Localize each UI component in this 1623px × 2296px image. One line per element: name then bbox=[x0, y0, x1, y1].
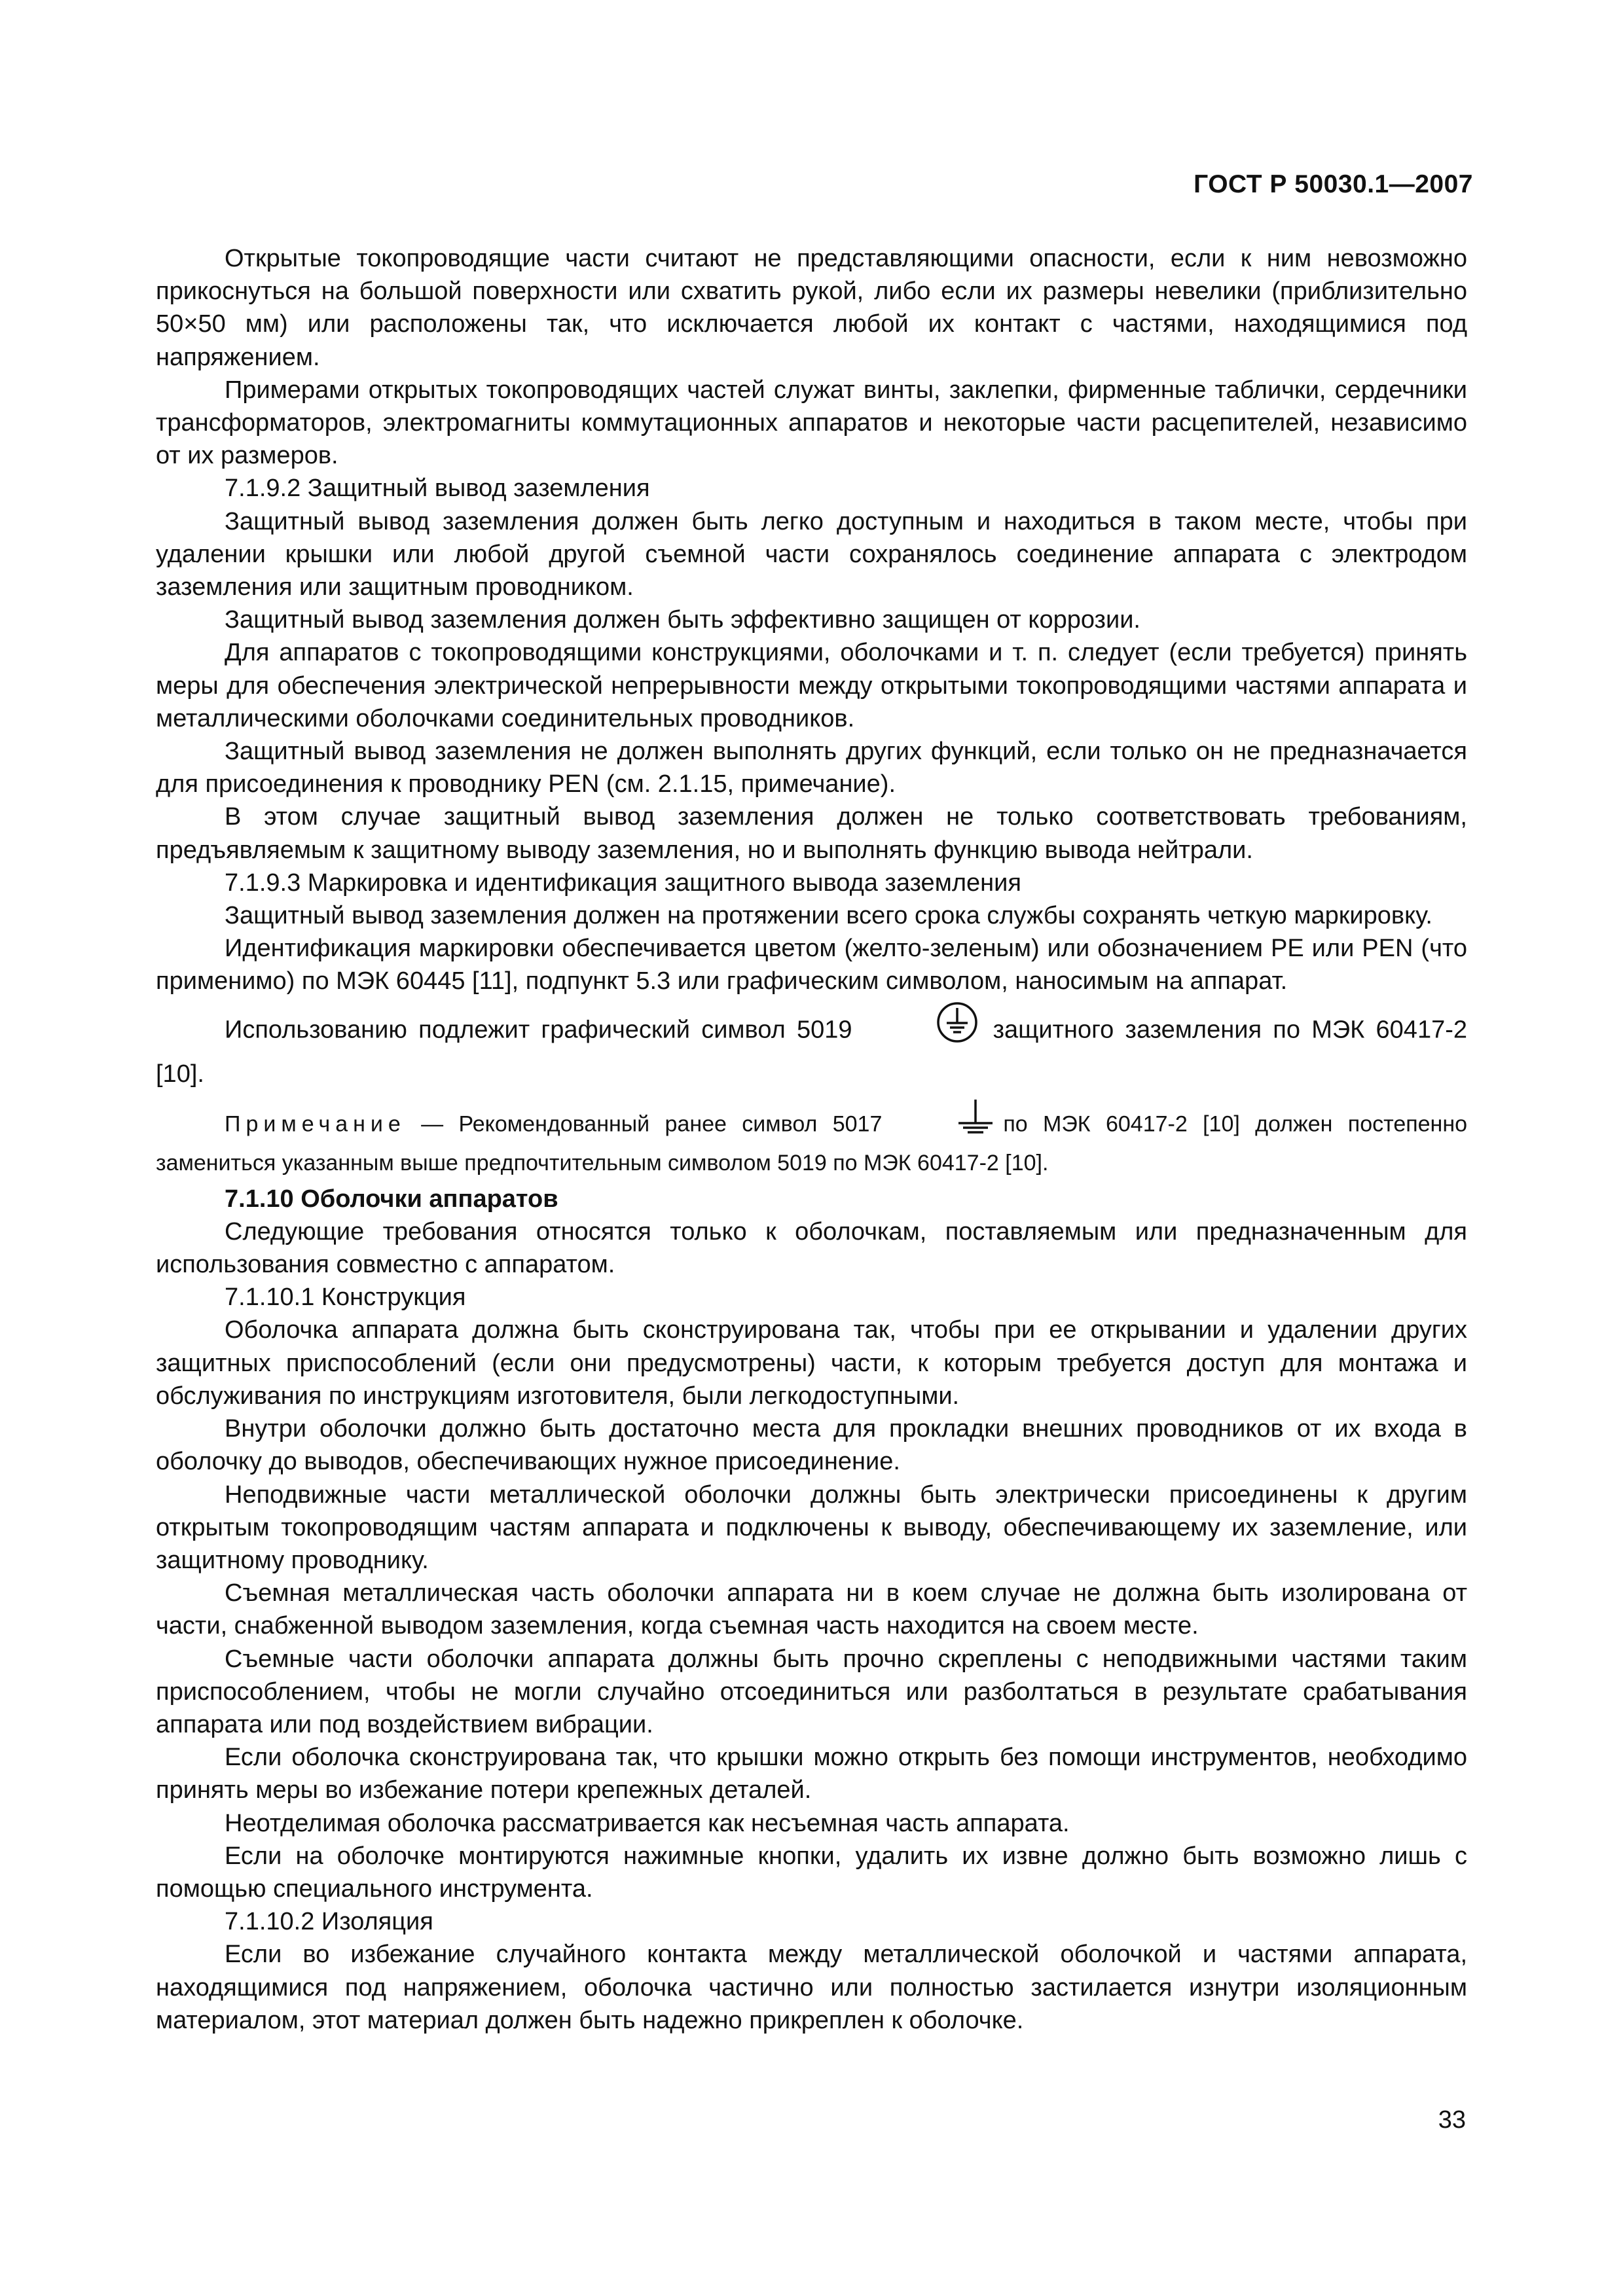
subsection-heading: 7.1.9.3 Маркировка и идентификация защитного вывода заземления bbox=[225, 869, 1021, 897]
paragraph: Идентификация маркировки обеспечивается цветом (желто-зеленым) или обозначением PE или PEN (что применимо) по МЭК 60445 [11], подпункт 5.3 или графическим символом, наносимым на аппарат. bbox=[156, 935, 1467, 996]
paragraph: Съемная металлическая часть оболочки аппарата ни в коем случае не должна быть изолирована от части, снабженной выводом заземления, когда съемная часть находится на своем месте. bbox=[156, 1579, 1467, 1640]
paragraph: Примерами открытых токопроводящих частей служат винты, заклепки, фирменные таблички, сердечники трансформаторов, электромагниты коммутационных аппаратов и некоторые части расцепителей, независимо от их размеров. bbox=[156, 376, 1467, 470]
paragraph: Если во избежание случайного контакта между металлической оболочкой и частями аппарата, находящимися под напряжением, оболочка частично или полностью застилается изнутри изоляционным материалом, этот материал должен быть надежно прикреплен к оболочке. bbox=[156, 1941, 1467, 2034]
subsection-heading: 7.1.10.2 Изоляция bbox=[225, 1908, 433, 1936]
note bbox=[156, 1105, 1467, 1180]
paragraph: Если оболочка сконструирована так, что крышки можно открыть без помощи инструментов, необходимо принять меры во избежание потери крепежных деталей. bbox=[156, 1744, 1467, 1804]
paragraph: В этом случае защитный вывод заземления должен не только соответствовать требованиям, предъявляемым к защитному выводу заземления, но и выполнять функцию вывода нейтрали. bbox=[156, 803, 1467, 864]
paragraph-text: защитного заземления по МЭК 60417-2 [10]. bbox=[156, 1016, 1468, 1088]
document-body bbox=[156, 242, 1467, 2037]
paragraph-text: Использованию подлежит графический символ 5019 bbox=[225, 1016, 852, 1044]
paragraph: Защитный вывод заземления должен быть легко доступным и находиться в таком месте, чтобы при удалении крышки или любой другой съемной части сохранялось соединение аппарата с электродом заземления или защитным проводником. bbox=[156, 507, 1467, 601]
paragraph: Неподвижные части металлической оболочки должны быть электрически присоединены к другим открытым токопроводящим частям аппарата и подключены к выводу, обеспечивающему их заземление, или защитному проводнику. bbox=[156, 1480, 1467, 1574]
paragraph-with-symbol bbox=[156, 1007, 1467, 1093]
paragraph: Для аппаратов с токопроводящими конструкциями, оболочками и т. п. следует (если требуется) принять меры для обеспечения электрической непрерывности между открытыми токопроводящими частями аппарата и металлическими оболочками соединительных проводников. bbox=[156, 639, 1467, 732]
subsection-heading: 7.1.10.1 Конструкция bbox=[225, 1283, 466, 1312]
paragraph: Неотделимая оболочка рассматривается как несъемная часть аппарата. bbox=[225, 1809, 1070, 1837]
paragraph: Следующие требования относятся только к оболочкам, поставляемым или предназначенным для использования совместно с аппаратом. bbox=[156, 1217, 1467, 1279]
section-heading: 7.1.10 Оболочки аппаратов bbox=[225, 1185, 558, 1213]
paragraph: Внутри оболочки должно быть достаточно места для прокладки внешних проводников от их входа в оболочку до выводов, обеспечивающих нужное присоединение. bbox=[156, 1415, 1467, 1476]
paragraph: Защитный вывод заземления не должен выполнять других функций, если только он не предназначается для присоединения к проводнику PEN (см. 2.1.15, примечание). bbox=[156, 738, 1467, 798]
paragraph: Если на оболочке монтируются нажимные кнопки, удалить их извне должно быть возможно лишь с помощью специального инструмента. bbox=[156, 1842, 1467, 1903]
paragraph: Защитный вывод заземления должен на протяжении всего срока службы сохранять четкую маркировку. bbox=[225, 902, 1432, 930]
note-text: — Рекомендованный ранее символ 5017 bbox=[421, 1111, 883, 1137]
protective-earth-icon bbox=[867, 1001, 979, 1055]
subsection-heading: 7.1.9.2 Защитный вывод заземления bbox=[225, 475, 650, 503]
paragraph: Открытые токопроводящие части считают не представляющими опасности, если к ним невозможно прикоснуться на большой поверхности или схватить рукой, либо если их размеры невелики (приблизительно 50×50 мм) или расположены так, что исключается любой их контакт с частями, находящимися под напряжением. bbox=[156, 245, 1467, 371]
page-number: 33 bbox=[1438, 2106, 1466, 2134]
earth-ground-icon bbox=[886, 1097, 996, 1146]
note-label: Примечание bbox=[225, 1111, 406, 1137]
paragraph: Оболочка аппарата должна быть сконструирована так, чтобы при ее открывании и удалении других защитных приспособлений (если они предусмотрены) части, к которым требуется доступ для монтажа и обслуживания по инструкциям изготовителя, были легкодоступными. bbox=[156, 1316, 1467, 1410]
note-text: по МЭК 60417-2 [10] должен постепенно замениться указанным выше предпочтительным символом 5019 по МЭК 60417-2 [10]. bbox=[156, 1111, 1468, 1175]
document-header: ГОСТ Р 50030.1—2007 bbox=[1194, 170, 1473, 198]
paragraph: Защитный вывод заземления должен быть эффективно защищен от коррозии. bbox=[225, 606, 1140, 634]
paragraph: Съемные части оболочки аппарата должны быть прочно скреплены с неподвижными частями таким приспособлением, чтобы не могли случайно отсоединиться или разболтаться в результате срабатывания аппарата или под воздействием вибрации. bbox=[156, 1645, 1467, 1738]
